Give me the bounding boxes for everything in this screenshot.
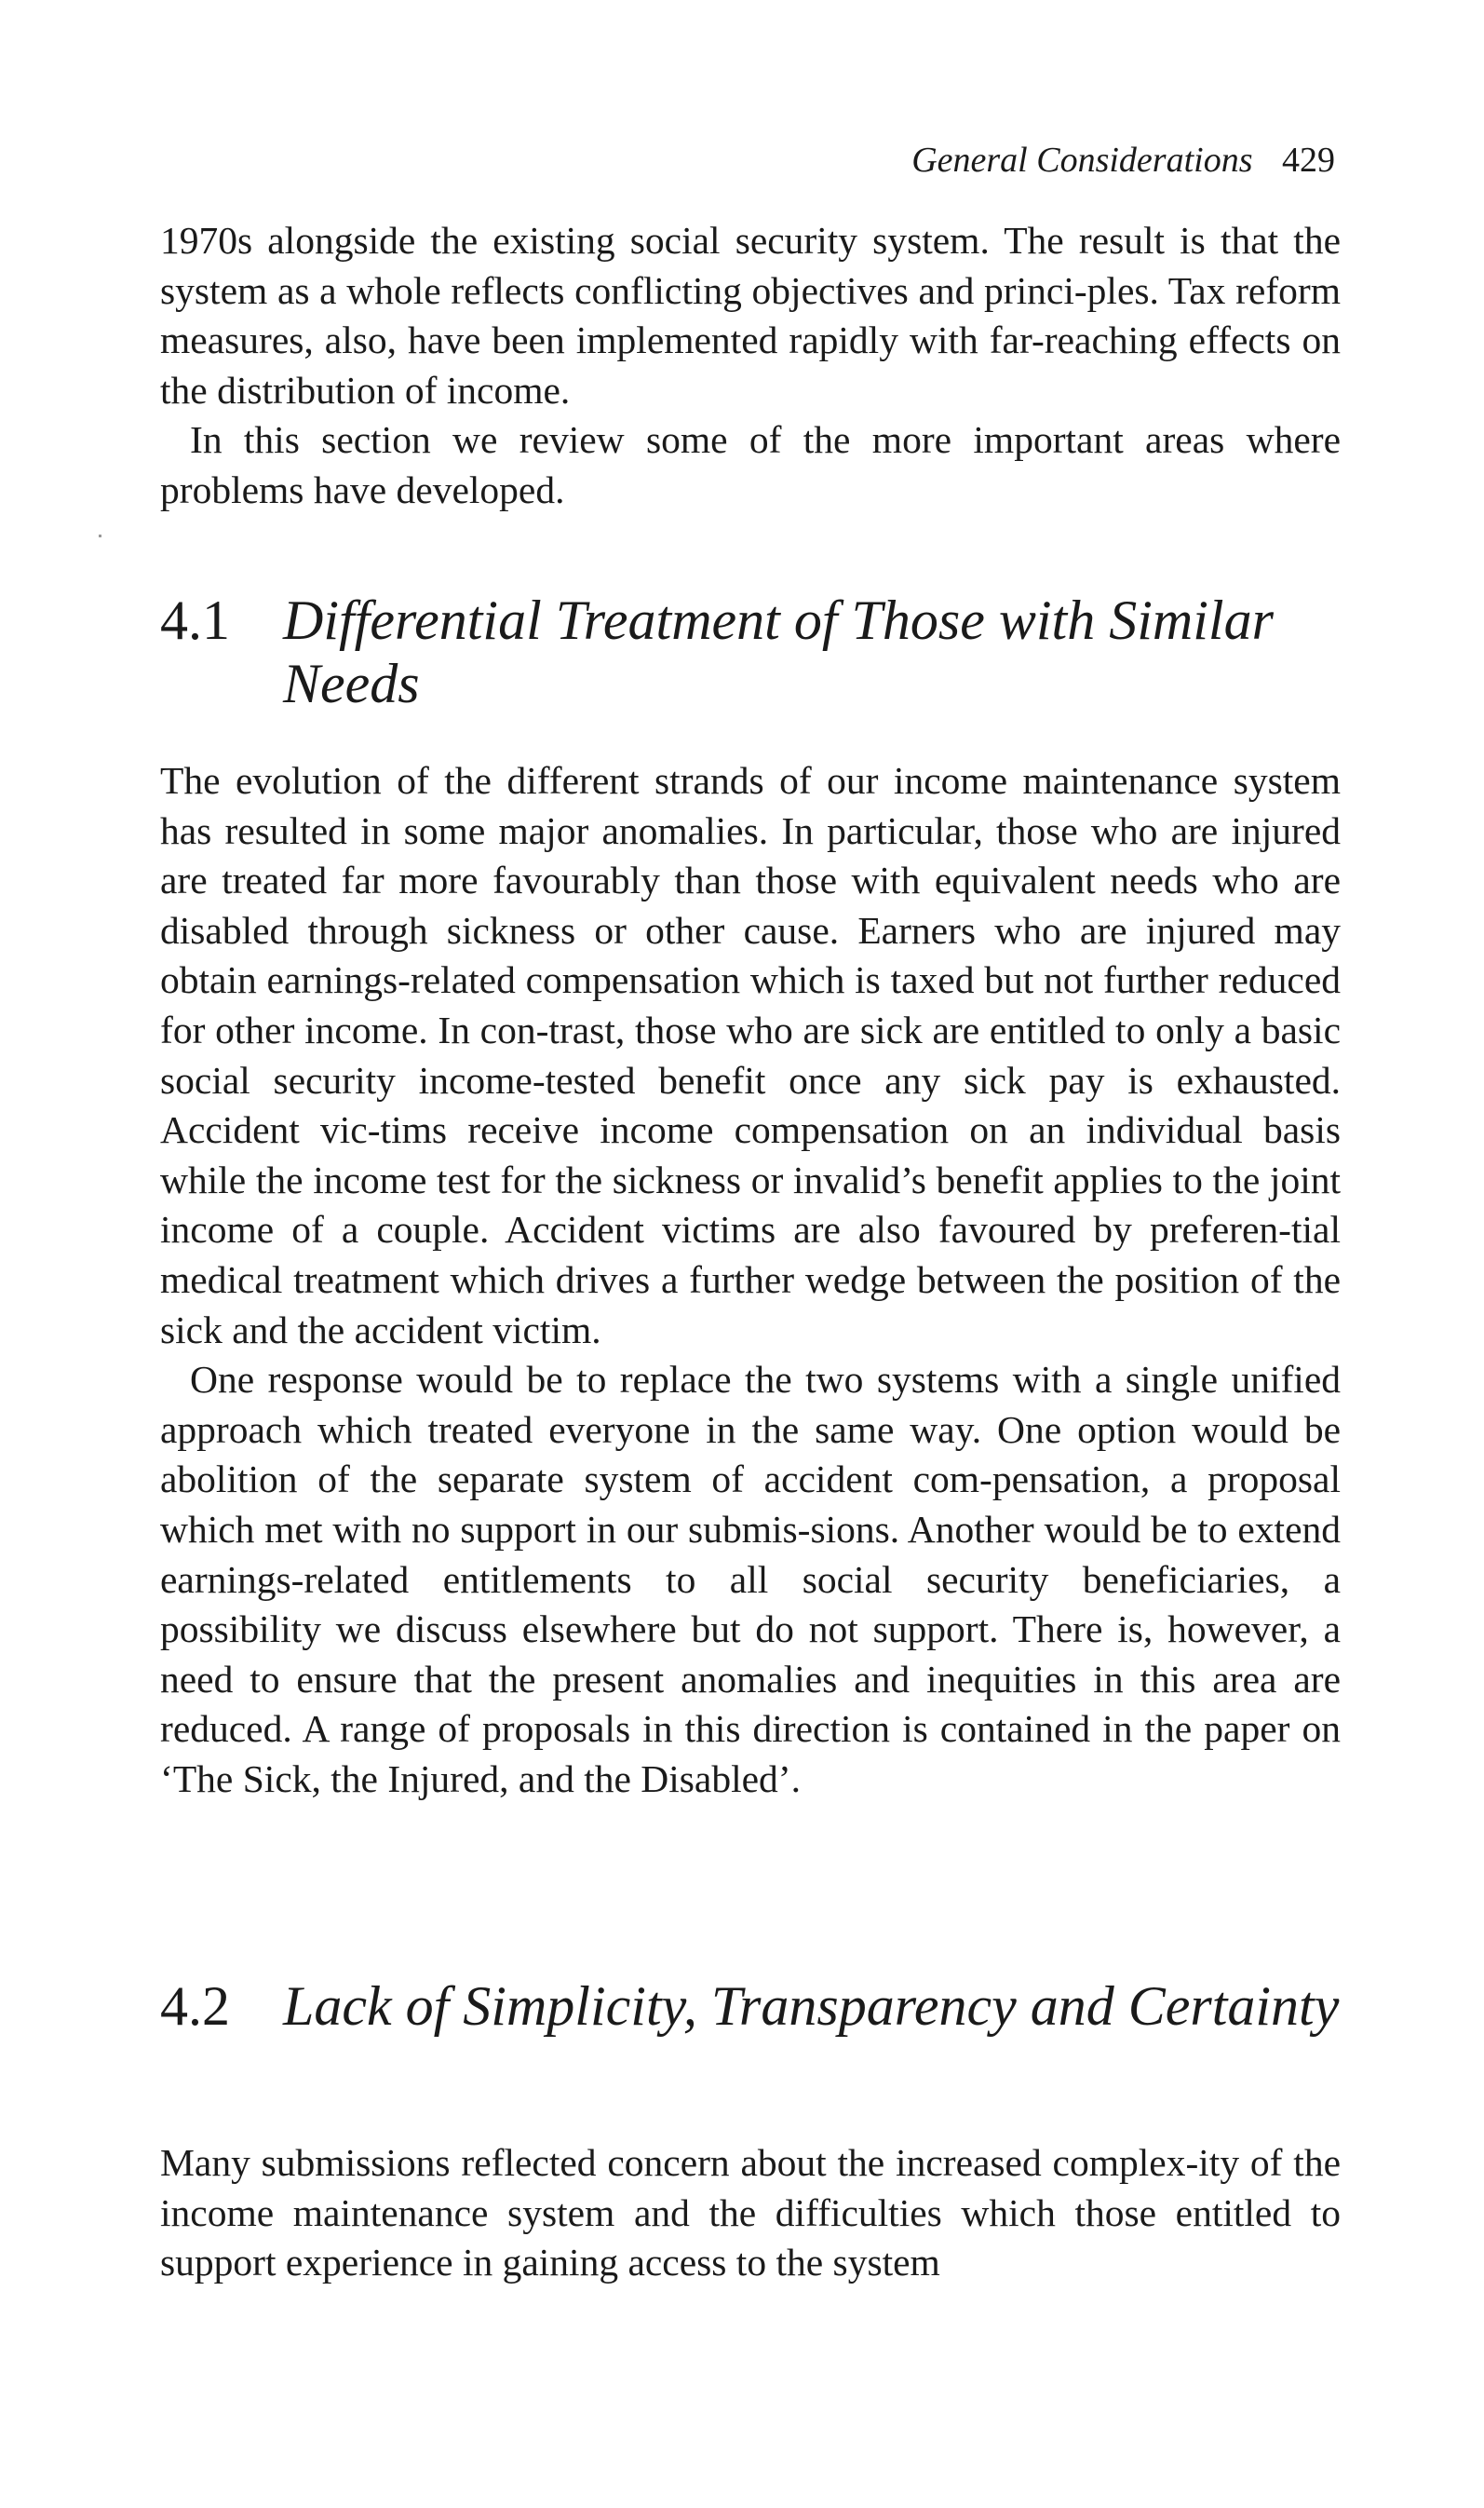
running-head-title: General Considerations [911,141,1253,180]
section-4-2-heading [160,1974,1341,2038]
margin-speck [99,535,101,537]
section-4-1-paragraph-1: The evolution of the different strands of our income maintenance system has resulted in some major anomalies. In particular, those who are injured are treated far more favourably than those with equivalent needs who are disabled through sickness or other cause. Earners who are injured may obtain earnings-related compensation which is taxed but not further reduced for other income. In con-trast, those who are sick are entitled to only a basic social security income-tested benefit once any sick pay is exhausted. Accident vic-tims receive income compensation on an individual basis while the income test for the sickness or invalid’s benefit applies to the joint income of a couple. Accident victims are also favoured by preferen-tial medical treatment which drives a further wedge between the position of the sick and the accident victim. [160,759,1341,1351]
section-4-1-title: Differential Treatment of Those with Similar Needs [283,590,1274,714]
intro-block [160,216,1341,516]
section-4-2-paragraph-1: Many submissions reflected concern about the increased complex-ity of the income maintenance system and the difficulties which those entitled to support experience in gaining access to the system [160,2141,1341,2284]
section-4-2-body [160,2138,1341,2288]
page-number: 429 [1282,141,1335,180]
section-4-2-number: 4.2 [160,1975,230,2037]
section-4-1-paragraph-2: One response would be to replace the two systems with a single unified approach which treated everyone in the same way. One option would be abolition of the separate system of accident com-pensation, a proposal which met with no support in our submis-sions. Another would be to extend earnings-related entitlements to all social security beneficiaries, a possibility we discuss elsewhere but do not support. There is, however, a need to ensure that the present anomalies and inequities in this area are reduced. A range of proposals in this direction is contained in the paper on ‘The Sick, the Injured, and the Disabled’. [160,1358,1341,1800]
section-4-1-body [160,756,1341,1804]
section-4-1-number: 4.1 [160,590,230,651]
intro-paragraph-1: 1970s alongside the existing social security system. The result is that the system as a whole reflects conflicting objectives and princi-ples. Tax reform measures, also, have been implemented rapidly with far-reaching effects on the distribution of income. [160,219,1341,412]
intro-paragraph-2: In this section we review some of the more important areas where problems have developed. [160,418,1341,511]
section-4-2-title: Lack of Simplicity, Transparency and Certainty [283,1975,1340,2037]
section-4-1-heading [160,589,1341,715]
running-head [911,138,1335,183]
